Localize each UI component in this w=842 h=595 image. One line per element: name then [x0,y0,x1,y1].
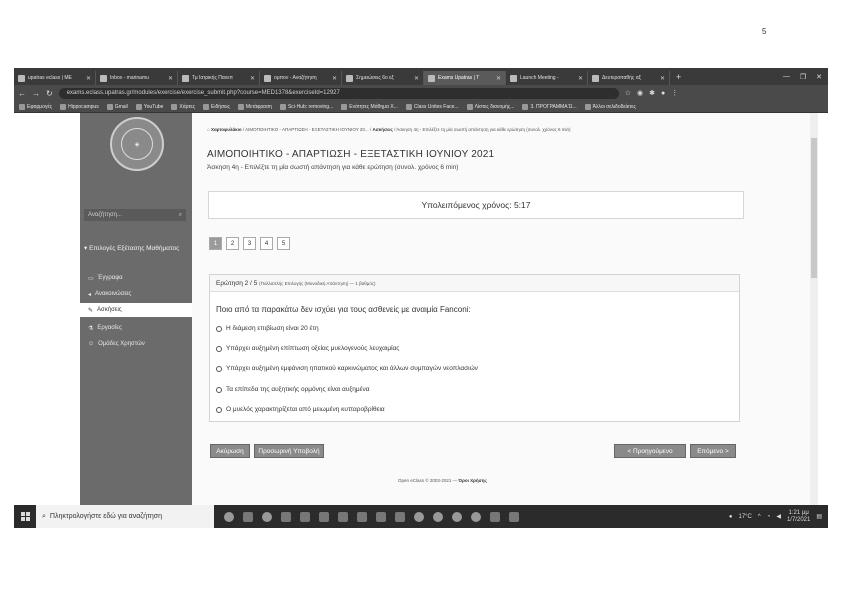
chrome-icon[interactable] [262,512,272,522]
close-icon[interactable]: ✕ [659,75,665,82]
sidebar-item-assignments[interactable]: ⚗ Εργασίες [88,325,122,332]
cortana-icon[interactable] [224,512,234,522]
university-logo [110,117,164,171]
close-window-icon[interactable]: ✕ [816,73,822,81]
tab-favicon-icon [264,75,271,82]
screenshot [14,68,828,528]
tab-favicon-icon [182,75,189,82]
breadcrumb-separator: / [394,127,397,132]
seal-icon: ◈ [121,128,153,160]
breadcrumb [207,127,570,132]
answer-option[interactable]: Η διάμεση επιβίωση είναι 20 έτη [216,325,319,332]
remaining-time-box [208,191,744,219]
folder-icon: ▭ [88,275,94,282]
remaining-time-label: Υπολειπόμενος χρόνος: 5:17 [421,200,531,210]
taskbar-search-input[interactable]: ⌕ Πληκτρολογήστε εδώ για αναζήτηση [36,505,214,528]
tab-favicon-icon [428,75,435,82]
browser-tab[interactable]: Launch Meeting - ✕ [506,71,588,85]
question-header [210,275,739,292]
radio-button[interactable] [216,346,222,352]
tab-favicon-icon [346,75,353,82]
close-icon[interactable]: ✕ [167,75,173,82]
bookmark-icon [341,104,347,110]
bookmark[interactable]: Λίστες διανομής... [467,104,515,110]
browser-tab[interactable]: Inbox - marinamu ✕ [96,71,178,85]
window-controls [783,73,828,81]
bookmark-other[interactable]: Άλλοι σελιδοδείκτες [585,104,636,110]
megaphone-icon: ◂ [88,291,92,298]
reload-icon[interactable]: ↻ [46,88,53,98]
browser-tab[interactable]: Τμ Ιατρικής Πανεπ ✕ [178,71,260,85]
next-button[interactable]: Επόμενο > [690,444,736,458]
answer-option[interactable]: Τα επίπεδα της αυξητικής ορμόνης είναι αυξημένα [216,386,370,393]
bookmark[interactable]: Μετάφραση [238,104,272,110]
terms-link[interactable]: Όροι Χρήσης [458,478,487,483]
radio-button[interactable] [216,366,222,372]
youtube-icon [136,104,142,110]
browser-tab[interactable]: Σημειώσεις 6ο εξ ✕ [342,71,424,85]
windows-taskbar [14,505,828,528]
question-number: Ερώτηση 2 / 5 [216,280,258,287]
translate-icon [238,104,244,110]
radio-button[interactable] [216,387,222,393]
start-button[interactable] [14,505,36,528]
sidebar-item-announcements[interactable]: ◂ Ανακοινώσεις [88,291,132,298]
gmail-icon [107,104,113,110]
edge-icon[interactable] [452,512,462,522]
news-icon [203,104,209,110]
question-nav-button[interactable]: 2 [226,237,239,250]
bookmark[interactable]: Class Unites Face... [406,104,459,110]
close-icon[interactable]: ✕ [495,75,501,82]
url-field[interactable]: exams.eclass.upatras.gr/modules/exercise/exercise_submit.php?course=MED1378&exerciseId=12927 [59,88,619,99]
minimize-icon[interactable]: — [782,72,790,80]
search-icon[interactable]: ⌕ [178,212,182,218]
browser-tab[interactable]: ομπον - Αναζήτηση ✕ [260,71,342,85]
breadcrumb-separator: / [242,127,246,132]
star-icon[interactable]: ☆ [624,90,631,97]
question-panel [209,274,740,422]
bookmark[interactable]: Ειδήσεις [203,104,230,110]
chevron-down-icon: ▾ [84,245,88,252]
bookmark-icon [406,104,412,110]
taskbar-apps [224,512,519,522]
cancel-button[interactable]: Ακύρωση [210,444,250,458]
search-icon: ⌕ [42,512,46,520]
exercise-subtitle: Άσκηση 4η - Επιλέξτε τη μία σωστή απάντηση για κάθε ερώτηση (συνολ. χρόνος 6 min) [207,164,459,171]
question-text: Ποιο από τα παρακάτω δεν ισχύει για τους ασθενείς με αναιμία Fanconi: [216,305,471,314]
volume-icon[interactable]: ◀ [776,514,781,520]
answer-option[interactable]: Υπάρχει αυξημένη εμφάνιση ηπατικού καρκινώματος και άλλων συμπαγών νεοπλασιών [216,365,478,372]
chrome-icon[interactable] [471,512,481,522]
browser-tab-active[interactable]: Exams Upatras | Τ ✕ [424,71,506,85]
tab-favicon-icon [100,75,107,82]
page-number: 5 [762,27,767,36]
lock-icon[interactable] [281,512,291,522]
bookmark-icon [522,104,528,110]
weather-icon[interactable]: ● [728,513,733,520]
apps-icon [19,104,25,110]
main-content [192,113,818,505]
store-icon[interactable] [319,512,329,522]
sidebar-search-input[interactable]: Αναζήτηση... ⌕ [84,209,186,221]
bookmark[interactable]: Hippocampus [60,104,99,110]
browser-tab[interactable]: Δευτεροπαθής αξ ✕ [588,71,670,85]
mail-icon[interactable] [357,512,367,522]
menu-icon[interactable]: ⋮ [671,90,679,97]
breadcrumb-separator: / [369,127,373,132]
bookmark[interactable]: Sci-Hub: removing... [280,104,333,110]
footer [398,478,487,483]
address-bar-row [14,85,828,101]
scrollbar[interactable] [810,113,818,505]
sidebar [80,113,192,505]
close-icon[interactable]: ✕ [413,75,419,82]
bookmark[interactable]: Εφαρμογές [19,104,52,110]
notifications-icon[interactable]: ▤ [816,514,822,520]
close-icon[interactable]: ✕ [331,75,337,82]
bookmark-icon [60,104,66,110]
radio-button[interactable] [216,407,222,413]
file-explorer-icon[interactable] [300,512,310,522]
question-nav-button[interactable]: 4 [260,237,273,250]
maps-icon [171,104,177,110]
page-title: ΑΙΜΟΠΟΙΗΤΙΚΟ - ΑΠΑΡΤΙΩΣΗ - ΕΞΕΤΑΣΤΙΚΗ ΙΟΥΝΙΟΥ 2021 [207,149,495,160]
close-icon[interactable]: ✕ [249,75,255,82]
clock-time: 1:21 μμ [788,509,809,516]
bookmark[interactable]: 3. ΠΡΟΓΡΑΜΜΑ Ώ... [522,104,576,110]
browser-tab[interactable]: upatras eclass | ME ✕ [14,71,96,85]
app-icon[interactable] [338,512,348,522]
question-nav-button[interactable]: 3 [243,237,256,250]
task-view-icon[interactable] [243,512,253,522]
breadcrumb-current: Άσκηση 4η - Επιλέξτε τη μία σωστή απάντηση για κάθε ερώτηση (συνολ. χρόνος 6 min) [396,127,571,132]
browser-tab-bar [14,68,828,85]
network-icon[interactable]: ◔ [766,513,771,520]
bookmark[interactable]: Gmail [107,104,128,110]
temporary-submit-button[interactable]: Προσωρινή Υποβολή [254,444,324,458]
question-meta: (Πολλαπλής Επιλογής (Μοναδική Απάντηση) — 1 βαθμός) [259,281,376,286]
scrollbar-thumb[interactable] [811,138,817,278]
maximize-icon[interactable]: ❐ [799,73,807,81]
folder-icon [585,104,591,110]
word-icon[interactable] [490,512,500,522]
sidebar-group-header[interactable]: ▾ Επιλογές Εξέτασης Μαθήματος [84,245,180,252]
app-icon[interactable] [414,512,424,522]
question-navigation [209,237,290,250]
clock-date: 1/7/2021 [786,516,811,523]
answer-option[interactable]: Ο μυελός χαρακτηρίζεται από μειωμένη κυτταροβρίθεια [216,406,385,413]
profile-icon[interactable]: ● [660,89,666,97]
close-icon[interactable]: ✕ [577,75,583,82]
system-tray [729,510,828,524]
edit-icon: ✎ [88,307,94,314]
question-nav-button[interactable]: 1 [209,237,222,250]
tab-favicon-icon [592,75,599,82]
sidebar-item-user-groups[interactable]: ☺ Ομάδες Χρηστών [88,341,145,347]
app-icon[interactable] [509,512,519,522]
forward-icon[interactable]: → [32,88,40,98]
bookmark[interactable]: Ενότητες Μάθημα Χ... [341,104,398,110]
back-icon[interactable]: ← [18,88,26,98]
clock[interactable] [787,510,810,524]
bookmark-icon [280,104,286,110]
home-icon: ⌂ [207,127,210,132]
sidebar-item-exercises[interactable]: ✎ Ασκήσεις [80,303,192,317]
extension-icon[interactable]: ◉ [636,90,644,97]
radio-button[interactable] [216,326,222,332]
windows-logo-icon [21,512,30,521]
bookmark[interactable]: Χάρτες [171,104,195,110]
users-icon: ☺ [88,341,95,347]
bookmarks-bar [14,101,828,113]
weather-temperature[interactable]: 17°C [738,513,752,520]
app-icon[interactable] [376,512,386,522]
question-nav-button[interactable]: 5 [277,237,290,250]
breadcrumb-home[interactable]: Χαρτοφυλάκιο [210,127,242,132]
chevron-up-icon[interactable]: ^ [757,513,761,520]
answer-option[interactable]: Υπάρχει αυξημένη επίπτωση οξείας μυελογενούς λευχαιμίας [216,345,399,352]
breadcrumb-exercises[interactable]: Ασκήσεις [372,127,393,132]
tab-favicon-icon [510,75,517,82]
sidebar-item-documents[interactable]: ▭ Έγγραφα [88,275,123,282]
skype-icon[interactable] [395,512,405,522]
app-icon[interactable] [433,512,443,522]
flask-icon: ⚗ [88,325,94,332]
breadcrumb-course[interactable]: ΑΙΜΟΠΟΙΗΤΙΚΟ - ΑΠΑΡΤΙΩΣΗ - ΕΞΕΤΑΣΤΙΚΗ ΙΟΥΝΙΟΥ 20... [245,127,369,132]
footer-copyright: Open eClass © 2003-2021 — [398,478,458,483]
bookmark[interactable]: YouTube [136,104,164,110]
bookmark-icon [467,104,473,110]
tab-favicon-icon [18,75,25,82]
new-tab-button[interactable]: + [676,71,682,82]
close-icon[interactable]: ✕ [85,75,91,82]
previous-button[interactable]: < Προηγούμενο [614,444,686,458]
puzzle-icon[interactable]: ✱ [649,90,655,97]
